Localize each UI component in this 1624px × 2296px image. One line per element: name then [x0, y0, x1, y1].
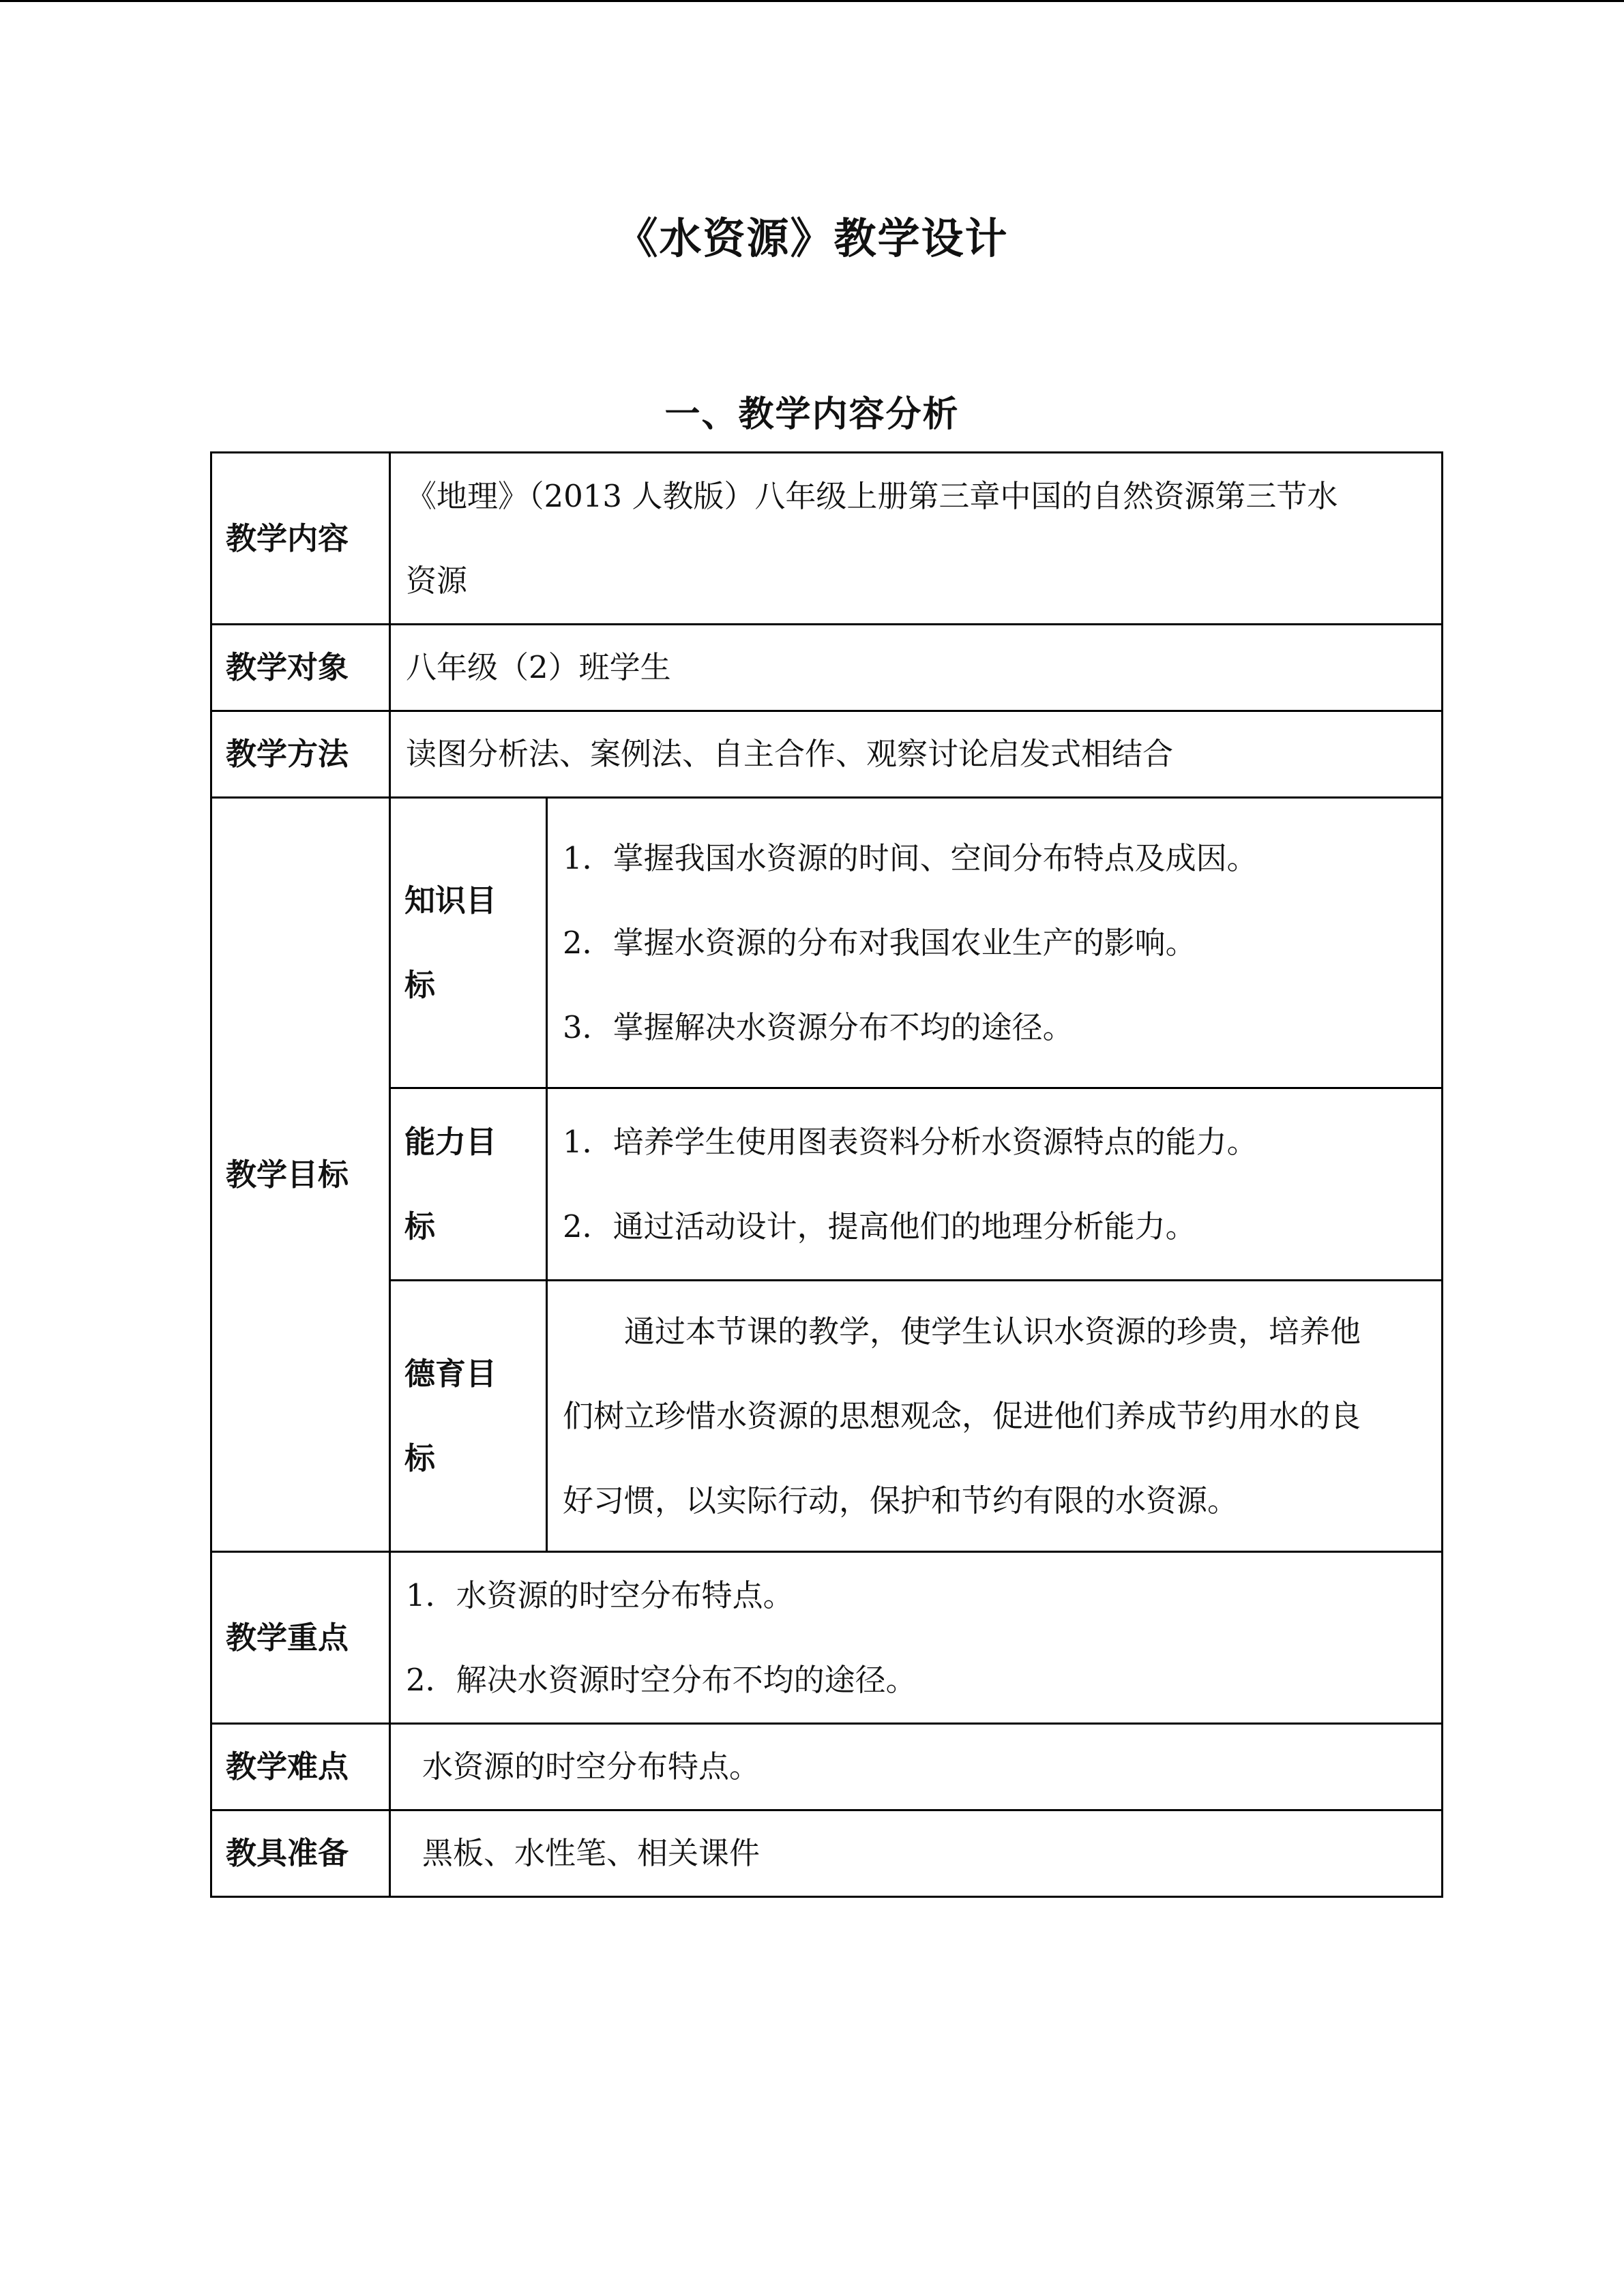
knowledge-goal-item: 1．掌握我国水资源的时间、空间分布特点及成因。	[563, 839, 1258, 876]
label-teaching-goals: 教学目标	[211, 798, 390, 1552]
value-knowledge-goal	[547, 798, 1443, 1088]
row-teaching-audience	[211, 625, 1443, 711]
knowledge-goal-item: 2．掌握水资源的分布对我国农业生产的影响。	[563, 924, 1196, 961]
label-teaching-audience: 教学对象	[211, 625, 390, 711]
value-key-points	[390, 1552, 1443, 1724]
value-materials: 黑板、水性笔、相关课件	[390, 1810, 1443, 1897]
label-teaching-content: 教学内容	[211, 453, 390, 625]
lesson-analysis-table	[210, 451, 1443, 1898]
row-key-points	[211, 1552, 1443, 1724]
teaching-content-line-2: 资源	[406, 562, 468, 599]
row-goal-knowledge	[211, 798, 1443, 1088]
knowledge-goal-item: 3．掌握解决水资源分布不均的途径。	[563, 1009, 1074, 1045]
ability-goal-item: 2．通过活动设计，提高他们的地理分析能力。	[563, 1208, 1196, 1244]
value-moral-goal	[547, 1281, 1443, 1552]
key-point-item: 1．水资源的时空分布特点。	[406, 1577, 794, 1613]
label-key-points: 教学重点	[211, 1552, 390, 1724]
label-materials: 教具准备	[211, 1810, 390, 1897]
teaching-content-line-1: 《地理》（2013 人教版）八年级上册第三章中国的自然资源第三节水	[406, 477, 1338, 514]
moral-goal-label-line-2: 标	[404, 1440, 436, 1476]
row-teaching-method	[211, 711, 1443, 798]
document-title: 《水资源》教学设计	[615, 213, 1009, 263]
row-teaching-content	[211, 453, 1443, 625]
ability-goal-label-line-1: 能力目	[404, 1123, 497, 1160]
moral-goal-line: 好习惯，以实际行动，保护和节约有限的水资源。	[563, 1482, 1239, 1519]
section-heading: 一、教学内容分析	[664, 393, 960, 435]
ability-goal-item: 1．培养学生使用图表资料分析水资源特点的能力。	[563, 1123, 1258, 1160]
moral-goal-label-line-1: 德育目	[404, 1355, 497, 1392]
label-ability-goal	[390, 1088, 547, 1281]
row-goal-moral	[211, 1281, 1443, 1552]
key-point-item: 2．解决水资源时空分布不均的途径。	[406, 1661, 917, 1698]
moral-goal-line: 们树立珍惜水资源的思想观念，促进他们养成节约用水的良	[563, 1397, 1361, 1434]
row-difficulties	[211, 1724, 1443, 1810]
knowledge-goal-label-line-2: 标	[404, 966, 436, 1003]
value-difficulties: 水资源的时空分布特点。	[390, 1724, 1443, 1810]
value-teaching-audience: 八年级（2）班学生	[390, 625, 1443, 711]
value-teaching-content	[390, 453, 1443, 625]
ability-goal-label-line-2: 标	[404, 1208, 436, 1244]
row-goal-ability	[211, 1088, 1443, 1281]
label-knowledge-goal	[390, 798, 547, 1088]
knowledge-goal-label-line-1: 知识目	[404, 882, 497, 919]
row-materials	[211, 1810, 1443, 1897]
moral-goal-line: 通过本节课的教学，使学生认识水资源的珍贵，培养他	[624, 1313, 1361, 1350]
label-difficulties: 教学难点	[211, 1724, 390, 1810]
value-teaching-method: 读图分析法、案例法、自主合作、观察讨论启发式相结合	[390, 711, 1443, 798]
label-moral-goal	[390, 1281, 547, 1552]
label-teaching-method: 教学方法	[211, 711, 390, 798]
value-ability-goal	[547, 1088, 1443, 1281]
page-top-border	[0, 0, 1624, 2]
